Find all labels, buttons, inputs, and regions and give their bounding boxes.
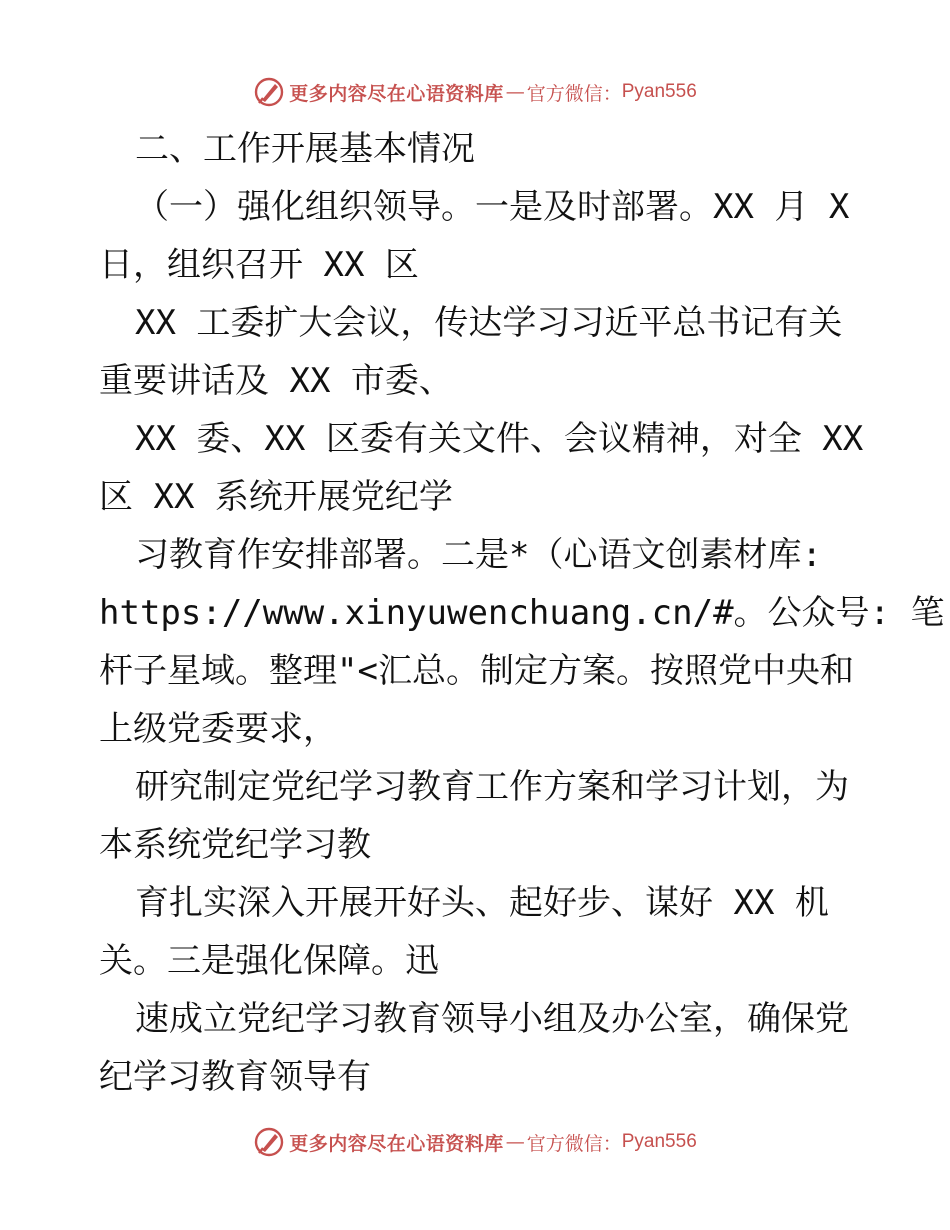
banner-separator: — <box>505 1131 525 1153</box>
paragraph-line: 重要讲话及 XX 市委、 <box>99 361 453 401</box>
paragraph-line: 速成立党纪学习教育领导小组及办公室，确保党 <box>135 999 849 1039</box>
paragraph-line: 日，组织召开 XX 区 <box>99 245 419 285</box>
paragraph-line: 杆子星域。整理"<汇总。制定方案。按照党中央和 <box>99 651 854 691</box>
banner-account-label: 官方微信： <box>526 1132 622 1155</box>
paragraph-line: （一）强化组织领导。一是及时部署。XX 月 X <box>135 187 850 227</box>
banner-text: 更多内容尽在心语资料库 <box>289 1132 504 1155</box>
paragraph-line: 习教育作安排部署。二是*（心语文创素材库: <box>135 535 822 575</box>
quill-logo-icon <box>253 1126 285 1158</box>
banner-separator: — <box>505 81 525 103</box>
paragraph-line: 区 XX 系统开展党纪学 <box>99 477 453 517</box>
document-body <box>99 120 945 1106</box>
header-banner <box>0 72 950 112</box>
footer-banner <box>0 1122 950 1162</box>
paragraph-line: 研究制定党纪学习教育工作方案和学习计划，为 <box>135 767 849 807</box>
paragraph-line-url: https://www.xinyuwenchuang.cn/#。公众号: 笔 <box>99 593 945 633</box>
paragraph-line: 纪学习教育领导有 <box>99 1057 371 1097</box>
banner-account-id: Pyan556 <box>621 1131 697 1152</box>
quill-logo-icon <box>253 76 285 108</box>
paragraph-line: XX 工委扩大会议，传达学习习近平总书记有关 <box>135 303 843 343</box>
banner-account-id: Pyan556 <box>621 81 697 102</box>
paragraph-line: 关。三是强化保障。迅 <box>99 941 439 981</box>
banner-text: 更多内容尽在心语资料库 <box>289 82 504 105</box>
paragraph-line: 本系统党纪学习教 <box>99 825 371 865</box>
paragraph-line: 育扎实深入开展开好头、起好步、谋好 XX 机 <box>135 883 829 923</box>
section-heading: 二、工作开展基本情况 <box>135 129 475 169</box>
paragraph-line: 上级党委要求， <box>99 709 337 749</box>
paragraph-line: XX 委、XX 区委有关文件、会议精神，对全 XX <box>135 419 864 459</box>
banner-account-label: 官方微信： <box>526 82 622 105</box>
